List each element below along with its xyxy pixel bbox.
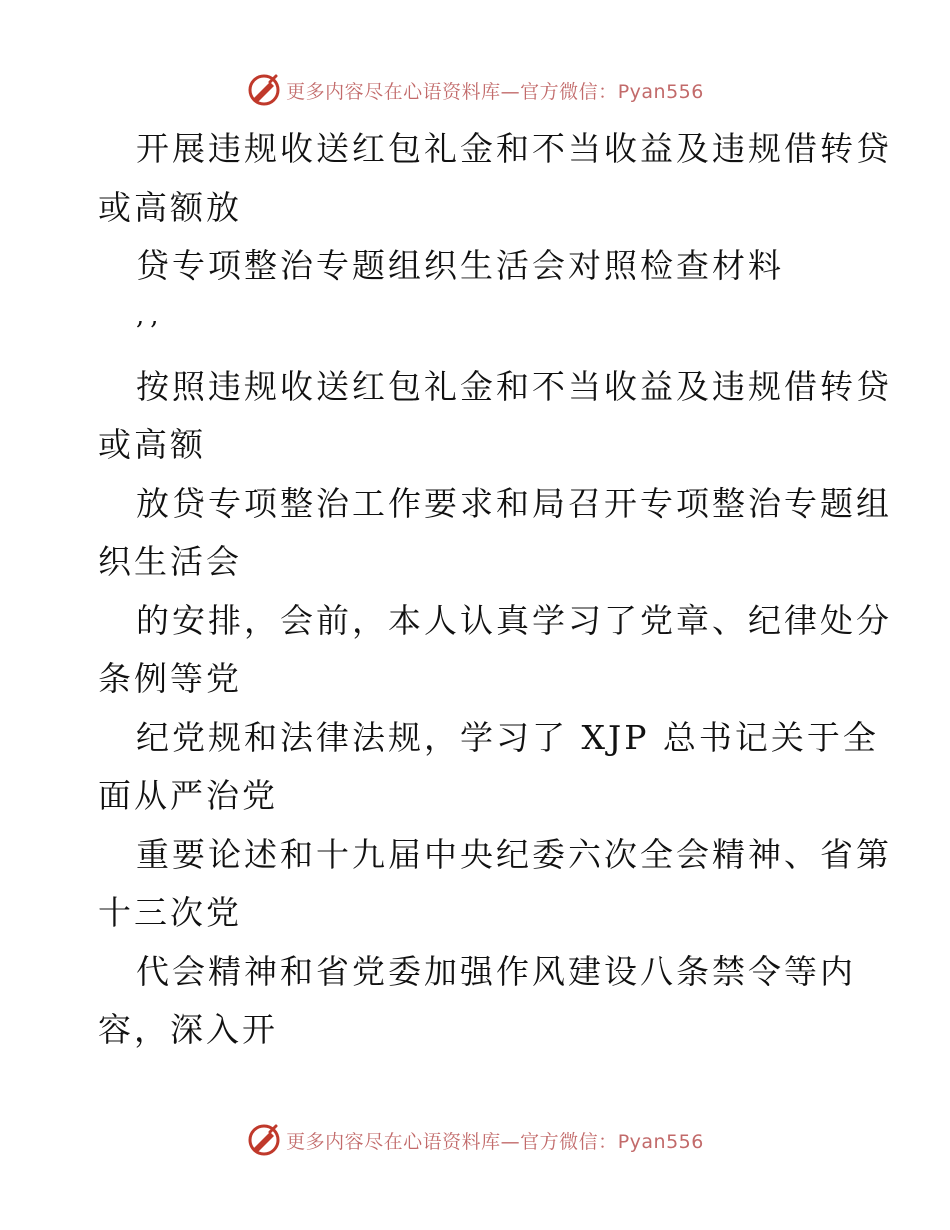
header-watermark xyxy=(0,70,950,110)
text-line: 十三次党 xyxy=(98,893,242,932)
document-body xyxy=(98,120,892,1060)
text-line: 放贷专项整治工作要求和局召开专项整治专题组 xyxy=(136,483,892,523)
text-line: 容，深入开 xyxy=(98,1010,278,1049)
watermark-text: 更多内容尽在心语资料库—官方微信：Pyan556 xyxy=(286,80,704,103)
text-line: 纪党规和法律法规，学习了 XJP 总书记关于全 xyxy=(136,717,879,757)
text-line: ,, xyxy=(136,300,165,331)
text-line: 条例等党 xyxy=(98,659,242,698)
text-line: 代会精神和省党委加强作风建设八条禁令等内 xyxy=(136,951,856,991)
text-line: 贷专项整治专题组织生活会对照检查材料 xyxy=(136,246,784,285)
watermark-text: 更多内容尽在心语资料库—官方微信：Pyan556 xyxy=(286,1130,704,1153)
text-line: 的安排，会前，本人认真学习了党章、纪律处分 xyxy=(136,600,892,640)
text-line: 面从严治党 xyxy=(98,776,278,815)
text-line: 按照违规收送红包礼金和不当收益及违规借转贷 xyxy=(136,366,892,406)
pen-logo-icon xyxy=(246,1122,282,1158)
text-line: 开展违规收送红包礼金和不当收益及违规借转贷 xyxy=(136,129,892,168)
pen-logo-icon xyxy=(246,72,282,108)
text-line: 重要论述和十九届中央纪委六次全会精神、省第 xyxy=(136,834,892,874)
text-line: 或高额 xyxy=(98,425,206,464)
text-line: 或高额放 xyxy=(98,187,242,227)
text-line: 织生活会 xyxy=(98,542,242,581)
footer-watermark xyxy=(0,1120,950,1160)
